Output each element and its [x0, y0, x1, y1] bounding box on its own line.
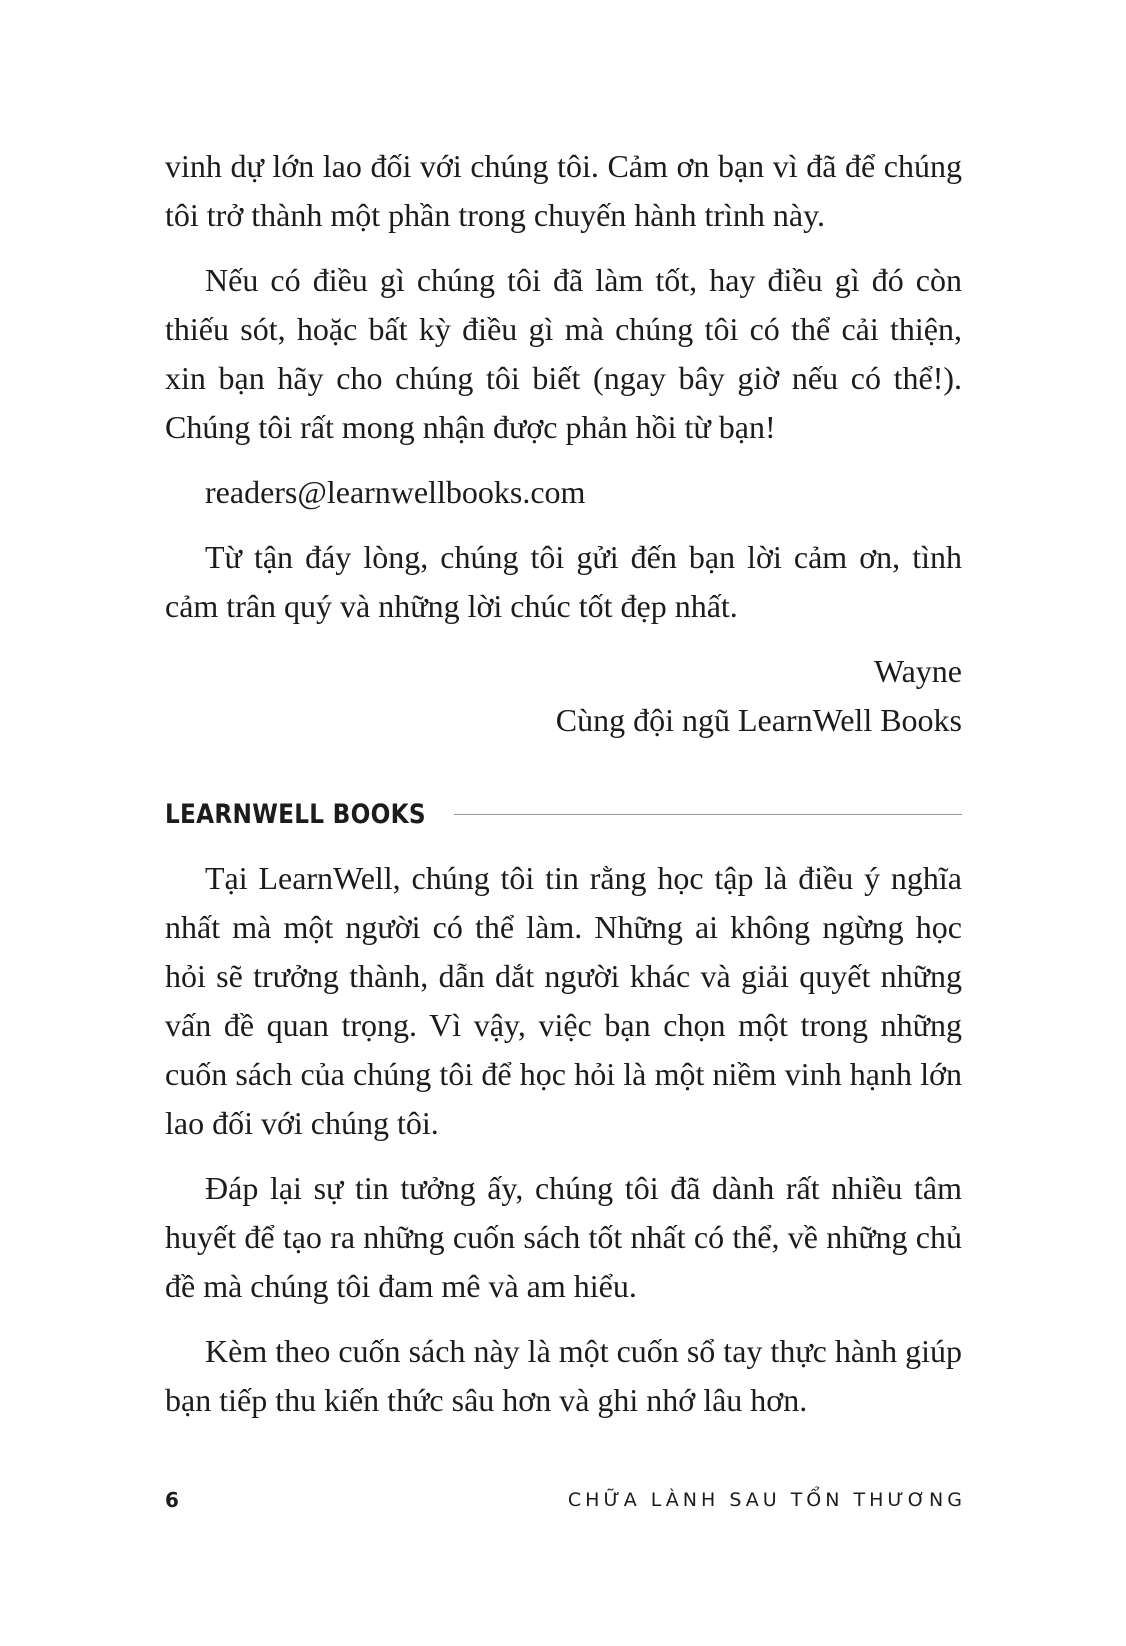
- section-heading: [165, 799, 962, 830]
- signature-name: Wayne: [873, 653, 962, 689]
- section-title: LEARNWELL BOOKS: [165, 799, 426, 830]
- paragraph-continued: vinh dự lớn lao đối với chúng tôi. Cảm ơn bạn vì đã để chúng tôi trở thành một phần trong chuyến hành trình này.: [165, 148, 962, 233]
- running-book-title: CHỮA LÀNH SAU TỔN THƯƠNG: [567, 1489, 966, 1511]
- paragraph-feedback-request: Nếu có điều gì chúng tôi đã làm tốt, hay điều gì đó còn thiếu sót, hoặc bất kỳ điều gì mà chúng tôi có thể cải thiện, xin bạn hãy cho chúng tôi biết (ngay bây giờ nếu có thể!). Chúng tôi rất mong nhận được phản hồi từ bạn!: [165, 262, 962, 445]
- page-body: [165, 0, 962, 1441]
- paragraph-closing: Từ tận đáy lòng, chúng tôi gửi đến bạn lời cảm ơn, tình cảm trân quý và những lời chúc tốt đẹp nhất.: [165, 539, 962, 624]
- section-divider: [454, 814, 962, 815]
- section-paragraph: Kèm theo cuốn sách này là một cuốn sổ tay thực hành giúp bạn tiếp thu kiến thức sâu hơn và ghi nhớ lâu hơn.: [165, 1333, 962, 1418]
- signature-block: [165, 647, 962, 745]
- contact-email: readers@learnwellbooks.com: [205, 474, 586, 510]
- page-footer: [165, 1488, 966, 1512]
- section-paragraph: Đáp lại sự tin tưởng ấy, chúng tôi đã dành rất nhiều tâm huyết để tạo ra những cuốn sách tốt nhất có thể, về những chủ đề mà chúng tôi đam mê và am hiểu.: [165, 1170, 962, 1304]
- page-number: 6: [165, 1488, 179, 1512]
- signature-team: Cùng đội ngũ LearnWell Books: [555, 702, 962, 738]
- section-paragraph: Tại LearnWell, chúng tôi tin rằng học tập là điều ý nghĩa nhất mà một người có thể làm. Những ai không ngừng học hỏi sẽ trưởng thành, dẫn dắt người khác và giải quyết những vấn đề quan trọng. Vì vậy, việc bạn chọn một trong những cuốn sách của chúng tôi để học hỏi là một niềm vinh hạnh lớn lao đối với chúng tôi.: [165, 860, 962, 1141]
